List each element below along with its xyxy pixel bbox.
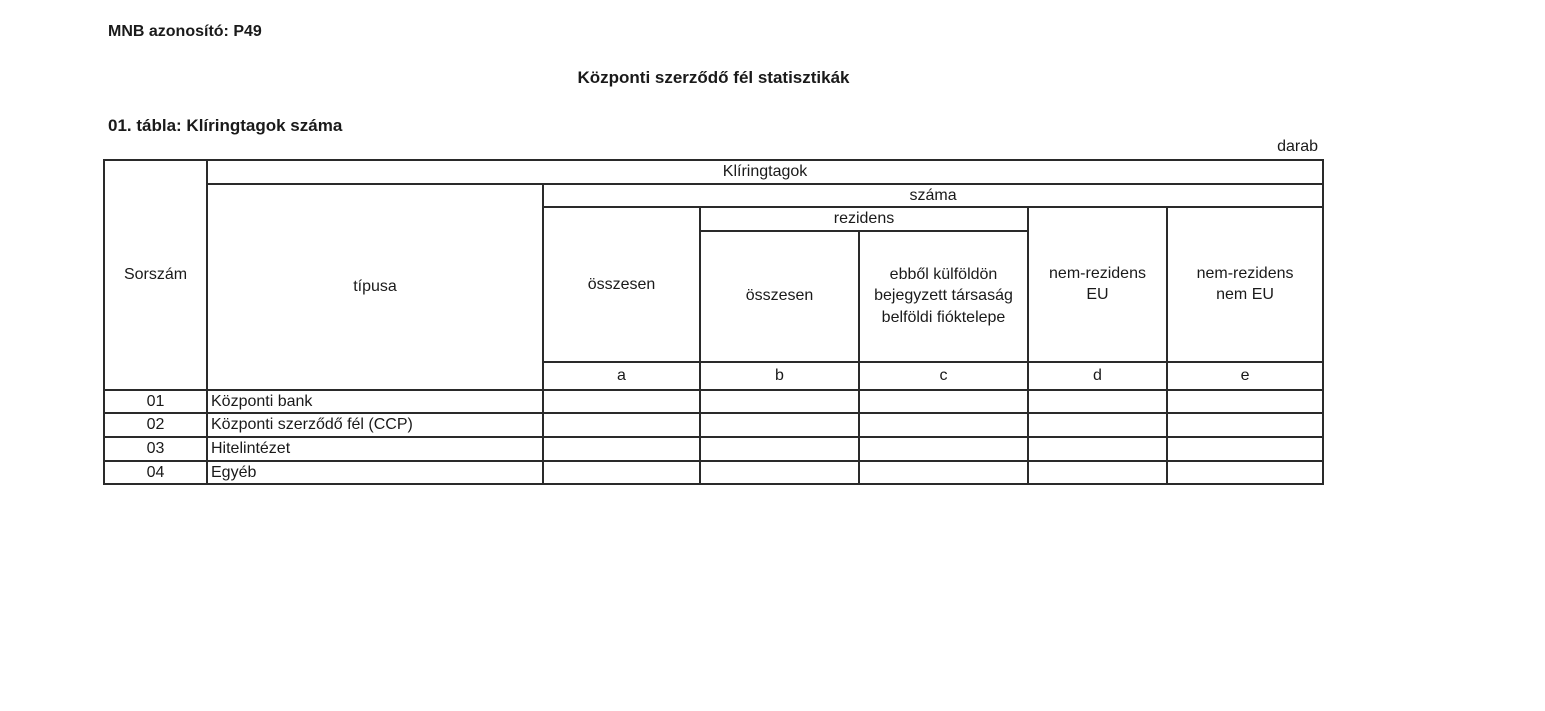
header-nem-rezidens-eu: nem-rezidens EU [1028, 207, 1167, 362]
data-cell[interactable] [859, 390, 1028, 414]
table-row [104, 437, 1323, 461]
data-cell[interactable] [1167, 390, 1323, 414]
data-cell[interactable] [543, 413, 700, 437]
row-code: 01 [104, 390, 207, 414]
document-title: Központi szerződő fél statisztikák [577, 68, 850, 87]
column-code-e: e [1167, 362, 1323, 390]
data-cell[interactable] [700, 413, 859, 437]
header-kulfoldon-fioktelep: ebből külföldön bejegyzett társaság belföldi fióktelepe [859, 231, 1028, 362]
header-nem-rezidens-nem-eu: nem-rezidens nem EU [1167, 207, 1323, 362]
data-cell[interactable] [1167, 461, 1323, 485]
data-cell[interactable] [1167, 437, 1323, 461]
row-label: Központi szerződő fél (CCP) [207, 413, 543, 437]
clearing-members-table [103, 159, 1324, 485]
header-osszesen-a: összesen [543, 207, 700, 362]
row-label: Központi bank [207, 390, 543, 414]
data-cell[interactable] [859, 413, 1028, 437]
data-cell[interactable] [1028, 461, 1167, 485]
data-cell[interactable] [859, 461, 1028, 485]
data-cell[interactable] [859, 437, 1028, 461]
header-sorszam: Sorszám [104, 160, 207, 390]
row-code: 03 [104, 437, 207, 461]
data-cell[interactable] [1028, 413, 1167, 437]
data-cell[interactable] [1028, 390, 1167, 414]
data-cell[interactable] [700, 390, 859, 414]
column-code-c: c [859, 362, 1028, 390]
table-row [104, 390, 1323, 414]
mnb-identifier: MNB azonosító: P49 [108, 23, 262, 40]
row-label: Hitelintézet [207, 437, 543, 461]
column-code-d: d [1028, 362, 1167, 390]
header-tipusa: típusa [207, 184, 543, 390]
row-label: Egyéb [207, 461, 543, 485]
table-row [104, 461, 1323, 485]
data-cell[interactable] [700, 461, 859, 485]
table-row [104, 413, 1323, 437]
data-cell[interactable] [1167, 413, 1323, 437]
row-code: 04 [104, 461, 207, 485]
column-code-b: b [700, 362, 859, 390]
header-klirin-group: Klíringtagok [207, 160, 1323, 184]
column-code-a: a [543, 362, 700, 390]
table-title: 01. tábla: Klíringtagok száma [108, 116, 343, 135]
header-rezidens-group: rezidens [700, 207, 1028, 231]
header-osszesen-b: összesen [700, 231, 859, 362]
data-cell[interactable] [543, 390, 700, 414]
data-cell[interactable] [543, 461, 700, 485]
row-code: 02 [104, 413, 207, 437]
data-cell[interactable] [1028, 437, 1167, 461]
data-cell[interactable] [700, 437, 859, 461]
data-cell[interactable] [543, 437, 700, 461]
header-szama-group: száma [543, 184, 1323, 208]
unit-label: darab [1277, 138, 1318, 155]
